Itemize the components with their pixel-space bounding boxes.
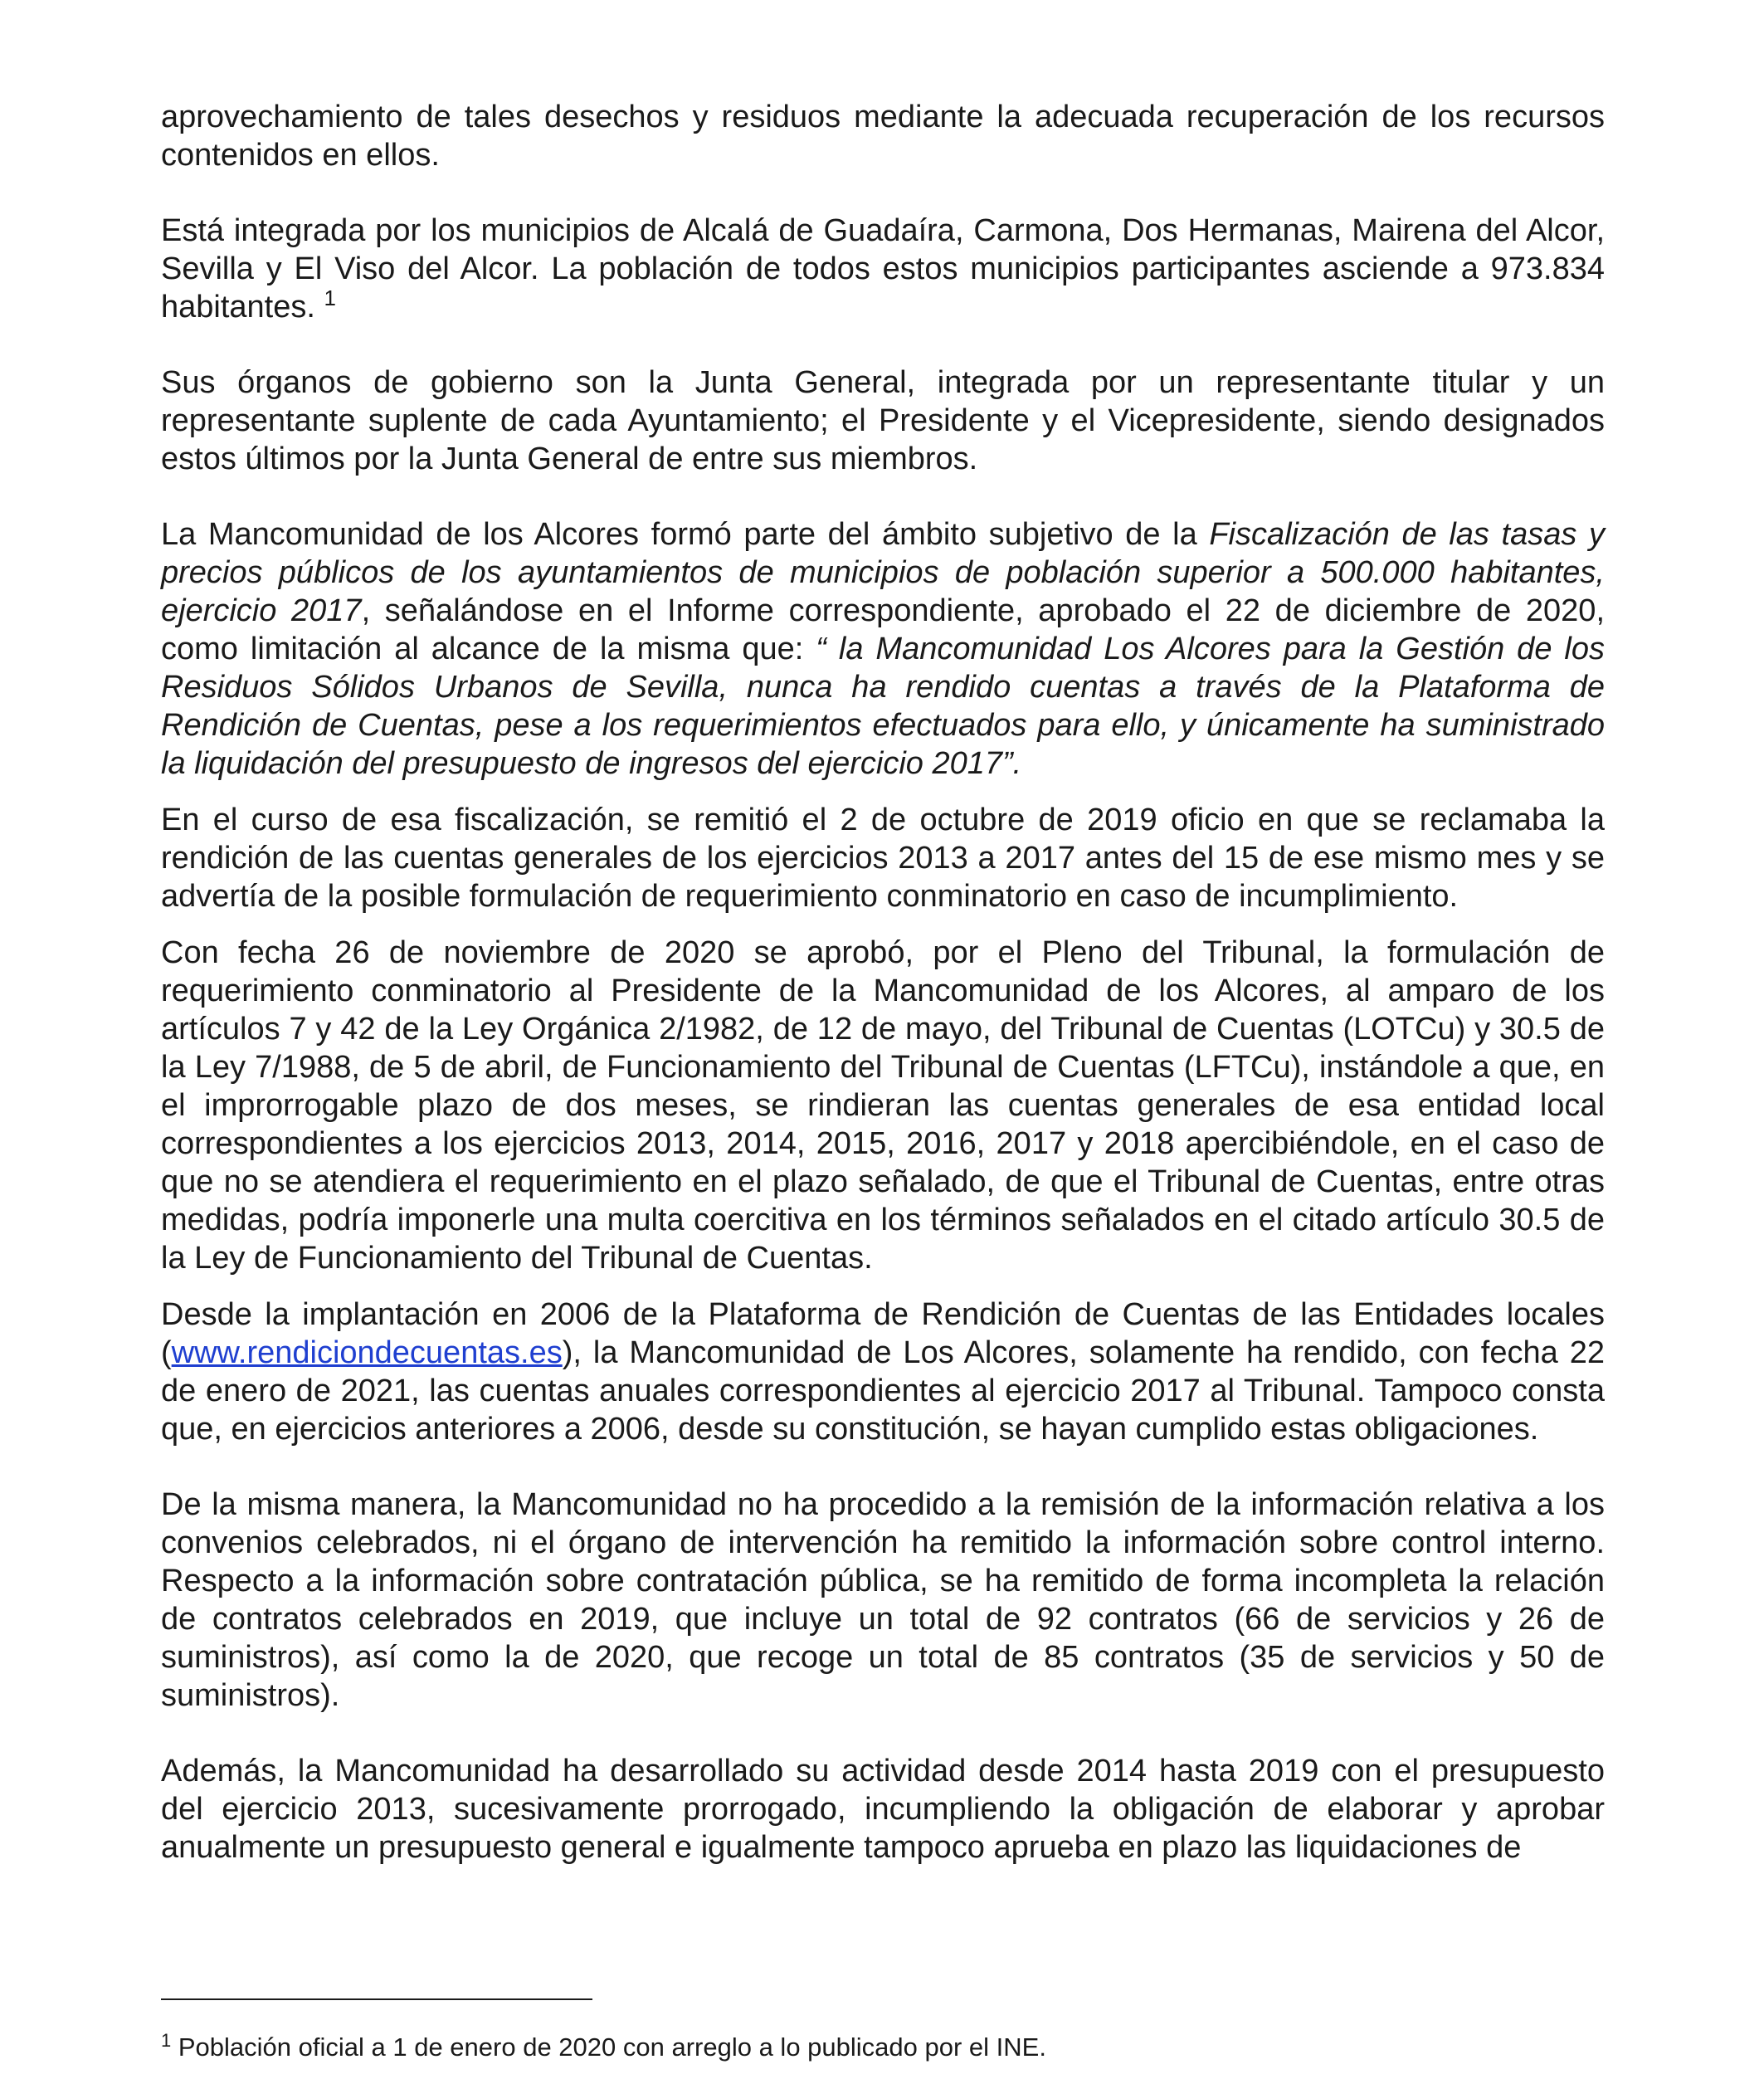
footnote-text: Población oficial a 1 de enero de 2020 con arreglo a lo publicado por el INE.: [171, 2033, 1046, 2062]
paragraph-4-intro: La Mancomunidad de los Alcores formó parte del ámbito subjetivo de la: [161, 517, 1210, 552]
paragraph-7: [161, 1296, 1605, 1448]
paragraph-2-text: Está integrada por los municipios de Alcalá de Guadaíra, Carmona, Dos Hermanas, Mairena del Alcor, Sevilla y El Viso del Alcor. La población de todos estos municipios participantes asciende a 973.834 habitantes.: [161, 213, 1605, 325]
footnote-number: 1: [161, 2030, 172, 2051]
footnote-reference[interactable]: 1: [324, 285, 336, 310]
report-title: Fiscalización de las tasas y precios públicos de los ayuntamientos de municipios de población superior a 500.000 habitantes, ejercicio 2017: [161, 517, 1605, 628]
document-body: [161, 98, 1605, 1867]
paragraph-1: aprovechamiento de tales desechos y residuos mediante la adecuada recuperación de los recursos contenidos en ellos.: [161, 100, 1605, 173]
paragraph-4-middle: , señalándose en el Informe correspondiente, aprobado el 22 de diciembre de 2020, como limitación al alcance de la misma que:: [161, 593, 1605, 666]
paragraph-4: [161, 515, 1605, 783]
paragraph-2: [161, 212, 1605, 326]
report-quote: “ la Mancomunidad Los Alcores para la Gestión de los Residuos Sólidos Urbanos de Sevilla, nunca ha rendido cuentas a través de la Plataforma de Rendición de Cuentas, pese a los requerimientos efectuados para ello, y únicamente ha suministrado la liquidación del presupuesto de ingresos del ejercicio 2017”.: [161, 632, 1605, 781]
rendicion-cuentas-link[interactable]: www.rendiciondecuentas.es: [171, 1335, 563, 1370]
paragraph-6: Con fecha 26 de noviembre de 2020 se aprobó, por el Pleno del Tribunal, la formulación de requerimiento conminatorio al Presidente de la Mancomunidad de los Alcores, al amparo de los artículos 7 y 42 de la Ley Orgánica 2/1982, de 12 de mayo, del Tribunal de Cuentas (LOTCu) y 30.5 de la Ley 7/1988, de 5 de abril, de Funcionamiento del Tribunal de Cuentas (LFTCu), instándole a que, en el improrrogable plazo de dos meses, se rindieran las cuentas generales de esa entidad local correspondientes a los ejercicios 2013, 2014, 2015, 2016, 2017 y 2018 apercibiéndole, en el caso de que no se atendiera el requerimiento en el plazo señalado, de que el Tribunal de Cuentas, entre otras medidas, podría imponerle una multa coercitiva en los términos señalados en el citado artículo 30.5 de la Ley de Funcionamiento del Tribunal de Cuentas.: [161, 935, 1605, 1276]
paragraph-8: De la misma manera, la Mancomunidad no ha procedido a la remisión de la información relativa a los convenios celebrados, ni el órgano de intervención ha remitido la información sobre control interno. Respecto a la información sobre contratación pública, se ha remitido de forma incompleta la relación de contratos celebrados en 2019, que incluye un total de 92 contratos (66 de servicios y 26 de suministros), así como la de 2020, que recoge un total de 85 contratos (35 de servicios y 50 de suministros).: [161, 1487, 1605, 1713]
paragraph-5: En el curso de esa fiscalización, se remitió el 2 de octubre de 2019 oficio en que se reclamaba la rendición de las cuentas generales de los ejercicios 2013 a 2017 antes del 15 de ese mismo mes y se advertía de la posible formulación de requerimiento conminatorio en caso de incumplimiento.: [161, 803, 1605, 914]
footnote-separator: [161, 1998, 592, 2000]
footnote: [161, 2032, 1605, 2063]
paragraph-9: Además, la Mancomunidad ha desarrollado su actividad desde 2014 hasta 2019 con el presupuesto del ejercicio 2013, sucesivamente prorrogado, incumpliendo la obligación de elaborar y aprobar anualmente un presupuesto general e igualmente tampoco aprueba en plazo las liquidaciones de: [161, 1754, 1605, 1865]
paragraph-3: Sus órganos de gobierno son la Junta General, integrada por un representante titular y un representante suplente de cada Ayuntamiento; el Presidente y el Vicepresidente, siendo designados estos últimos por la Junta General de entre sus miembros.: [161, 365, 1605, 476]
paragraph-7-rest: ), la Mancomunidad de Los Alcores, solamente ha rendido, con fecha 22 de enero de 2021, las cuentas anuales correspondientes al ejercicio 2017 al Tribunal. Tampoco consta que, en ejercicios anteriores a 2006, desde su constitución, se hayan cumplido estas obligaciones.: [161, 1335, 1605, 1447]
paragraph-7-intro: Desde la implantación en 2006 de la Plataforma de Rendición de Cuentas de las Entidades locales (: [161, 1297, 1605, 1370]
